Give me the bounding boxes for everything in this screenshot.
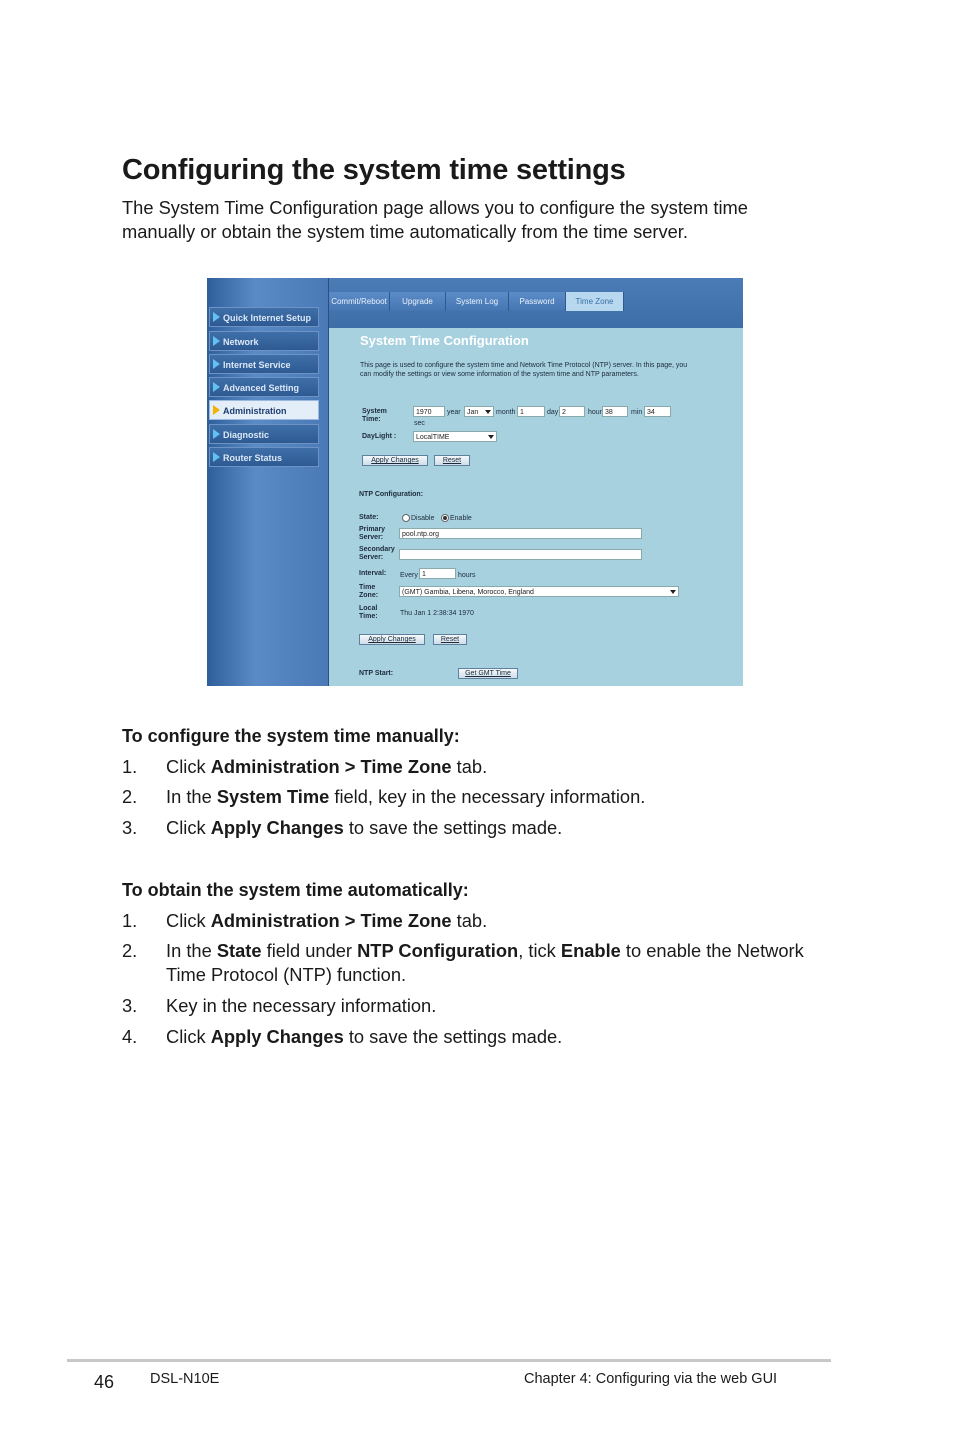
month-label: month	[496, 409, 516, 416]
product-name: DSL-N10E	[150, 1371, 220, 1387]
list-item: 3. Key in the necessary information.	[122, 995, 437, 1016]
secondary-server-input[interactable]	[399, 549, 642, 560]
arrow-icon	[213, 359, 220, 369]
tab-system-log[interactable]: System Log	[446, 292, 509, 311]
arrow-icon	[213, 336, 220, 346]
daylight-select[interactable]: LocalTIME	[413, 431, 497, 442]
time-zone-select[interactable]: (GMT) Gambia, Libena, Morocco, England	[399, 586, 679, 597]
list-item: 3. Click Apply Changes to save the settings made.	[122, 817, 563, 838]
list-item: 4. Click Apply Changes to save the settings made.	[122, 1026, 563, 1047]
arrow-icon	[213, 382, 220, 392]
enable-radio[interactable]	[441, 514, 449, 522]
manual-heading: To configure the system time manually:	[122, 726, 460, 746]
chevron-down-icon	[488, 435, 494, 439]
primary-server-input[interactable]: pool.ntp.org	[399, 528, 642, 539]
tab-commit-reboot[interactable]: Commit/Reboot	[329, 292, 390, 311]
auto-heading: To obtain the system time automatically:	[122, 880, 469, 900]
primary-server-label: Primary Server:	[359, 526, 386, 541]
arrow-icon	[213, 312, 220, 322]
page-title: Configuring the system time settings	[122, 154, 626, 186]
daylight-label: DayLight :	[362, 433, 397, 440]
disable-radio[interactable]	[402, 514, 410, 522]
sidebar-item-network[interactable]: Network	[209, 331, 319, 351]
secondary-server-label: Secondary Server:	[359, 546, 395, 561]
month-select[interactable]: Jan	[464, 406, 494, 417]
apply-changes-button[interactable]: Apply Changes	[362, 455, 428, 466]
tab-password[interactable]: Password	[509, 292, 566, 311]
minute-label: min	[631, 409, 643, 416]
list-item: 1. Click Administration > Time Zone tab.	[122, 756, 488, 777]
second-label: sec	[414, 420, 425, 427]
system-time-label: System Time:	[362, 408, 387, 423]
tab-upgrade[interactable]: Upgrade	[390, 292, 446, 311]
arrow-icon	[213, 452, 220, 462]
year-label: year	[447, 409, 461, 416]
hour-label: hour	[588, 409, 603, 416]
sidebar-item-diagnostic[interactable]: Diagnostic	[209, 424, 319, 444]
tab-time-zone[interactable]: Time Zone	[566, 292, 624, 311]
sidebar-item-administration[interactable]: Administration	[209, 400, 319, 420]
arrow-icon	[213, 429, 220, 439]
page-number: 46	[94, 1372, 115, 1392]
local-time-label: Local Time:	[359, 605, 378, 620]
day-label: day	[547, 409, 559, 416]
intro-paragraph: The System Time Configuration page allows you to configure the system time manually or obtain the system time automatically from the time server.	[122, 197, 748, 242]
disable-label: Disable	[411, 515, 435, 522]
pane-title: System Time Configuration	[360, 333, 529, 348]
reset-button[interactable]: Reset	[434, 455, 470, 466]
every-label: Every	[400, 572, 418, 579]
pane-description: This page is used to configure the system time and Network Time Protocol (NTP) server. In this page, you can modify the settings or view some information of the system time and NTP parameters.	[360, 362, 688, 378]
ntp-configuration-label: NTP Configuration:	[359, 491, 424, 498]
hour-input[interactable]: 2	[559, 406, 585, 417]
day-input[interactable]: 1	[517, 406, 545, 417]
interval-label: Interval:	[359, 570, 387, 577]
list-item: 2. In the State field under NTP Configuration, tick Enable to enable the Network Time Protocol (NTP) function.	[122, 940, 804, 985]
chevron-down-icon	[670, 590, 676, 594]
sidebar-divider	[328, 278, 329, 686]
sidebar-item-internet-service[interactable]: Internet Service	[209, 354, 319, 374]
second-input[interactable]: 34	[644, 406, 671, 417]
list-item: 2. In the System Time field, key in the necessary information.	[122, 786, 646, 807]
state-label: State:	[359, 514, 379, 521]
sidebar-item-quick-internet-setup[interactable]: Quick Internet Setup	[209, 307, 319, 327]
interval-input[interactable]: 1	[419, 568, 456, 579]
sidebar-item-router-status[interactable]: Router Status	[209, 447, 319, 467]
router-gui-screenshot	[207, 278, 743, 686]
chapter-title: Chapter 4: Configuring via the web GUI	[524, 1371, 778, 1387]
time-zone-label: Time Zone:	[359, 584, 379, 599]
minute-input[interactable]: 38	[602, 406, 628, 417]
local-time-value: Thu Jan 1 2:38:34 1970	[400, 610, 474, 617]
year-input[interactable]: 1970	[413, 406, 445, 417]
arrow-icon	[213, 405, 220, 415]
list-item: 1. Click Administration > Time Zone tab.	[122, 910, 488, 931]
enable-label: Enable	[450, 515, 472, 522]
sidebar-item-advanced-setting[interactable]: Advanced Setting	[209, 377, 319, 397]
ntp-apply-changes-button[interactable]: Apply Changes	[359, 634, 425, 645]
get-gmt-time-button[interactable]: Get GMT Time	[458, 668, 518, 679]
hours-label: hours	[458, 572, 476, 579]
chevron-down-icon	[485, 410, 491, 414]
ntp-start-label: NTP Start:	[359, 670, 394, 677]
ntp-reset-button[interactable]: Reset	[433, 634, 467, 645]
footer-rule	[67, 1359, 831, 1362]
